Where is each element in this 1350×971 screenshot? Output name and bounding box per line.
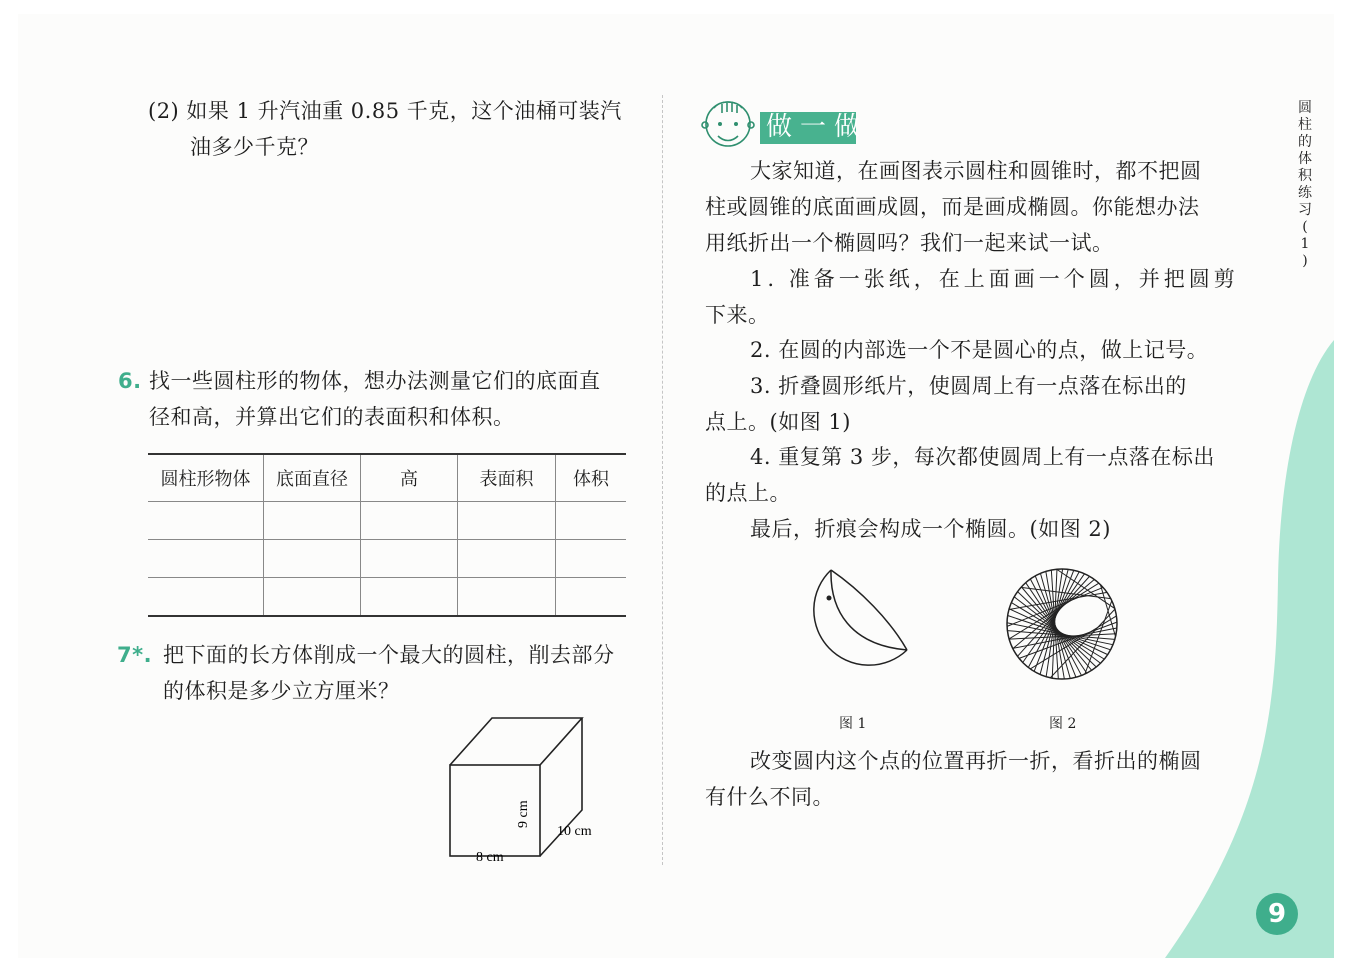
right-line-3: 用纸折出一个椭圆吗？我们一起来试一试。 bbox=[705, 231, 1114, 255]
cuboid-width-label: 8 cm bbox=[476, 850, 504, 865]
chapter-side-label: 圆 柱 的 体 积 练 习 ( 1 ) bbox=[1298, 100, 1312, 269]
figure-1-folded-circle bbox=[790, 565, 915, 680]
table-header-diameter: 底面直径 bbox=[264, 454, 361, 502]
cartoon-face-icon bbox=[700, 98, 760, 150]
right-line-10: 的点上。 bbox=[705, 481, 791, 505]
table-header-surface-area: 表面积 bbox=[458, 454, 556, 502]
figure-1-caption: 图 1 bbox=[839, 716, 867, 732]
table-cell[interactable] bbox=[458, 502, 556, 540]
table-cell[interactable] bbox=[361, 578, 458, 617]
table-cell[interactable] bbox=[148, 578, 264, 617]
cuboid-depth-label: 10 cm bbox=[557, 824, 592, 839]
table-cell[interactable] bbox=[264, 502, 361, 540]
q7-line1: 把下面的长方体削成一个最大的圆柱，削去部分 bbox=[163, 643, 615, 667]
figure-2-caption: 图 2 bbox=[1049, 716, 1077, 732]
table-row bbox=[148, 578, 626, 617]
table-cell[interactable] bbox=[556, 578, 627, 617]
right-line-5: 下来。 bbox=[705, 303, 770, 327]
right-line-4: 1. 准备一张纸，在上面画一个圆，并把圆剪 bbox=[750, 267, 1239, 291]
table-cell[interactable] bbox=[361, 540, 458, 578]
right-line-8: 点上。(如图 1) bbox=[705, 410, 851, 434]
right-line-2: 柱或圆锥的底面画成圆，而是画成椭圆。你能想办法 bbox=[705, 195, 1200, 219]
q7-line2: 的体积是多少立方厘米？ bbox=[163, 679, 400, 703]
closing-line-2: 有什么不同。 bbox=[705, 785, 834, 809]
table-header-height: 高 bbox=[361, 454, 458, 502]
table-cell[interactable] bbox=[264, 540, 361, 578]
right-line-11: 最后，折痕会构成一个椭圆。(如图 2) bbox=[750, 517, 1111, 541]
table-cell[interactable] bbox=[361, 502, 458, 540]
table-cell[interactable] bbox=[556, 502, 627, 540]
table-row bbox=[148, 502, 626, 540]
right-line-1: 大家知道，在画图表示圆柱和圆锥时，都不把圆 bbox=[750, 159, 1202, 183]
q7-number: 7*. bbox=[117, 643, 153, 667]
table-cell[interactable] bbox=[458, 540, 556, 578]
table-cell[interactable] bbox=[556, 540, 627, 578]
q6-line2: 径和高，并算出它们的表面积和体积。 bbox=[149, 405, 515, 429]
table-header-volume: 体积 bbox=[556, 454, 627, 502]
cuboid-height-label: 9 cm bbox=[516, 800, 531, 828]
page-number-badge: 9 bbox=[1256, 893, 1298, 935]
closing-line-1: 改变圆内这个点的位置再折一折，看折出的椭圆 bbox=[750, 749, 1202, 773]
figure-2-fold-lines bbox=[1004, 566, 1120, 682]
section-title: 做一做 bbox=[766, 112, 869, 142]
table-header-object: 圆柱形物体 bbox=[148, 454, 264, 502]
q5-part2-line1: (2) 如果 1 升汽油重 0.85 千克，这个油桶可装汽 bbox=[148, 99, 622, 123]
q6-line1: 找一些圆柱形的物体，想办法测量它们的底面直 bbox=[149, 369, 601, 393]
right-line-7: 3. 折叠圆形纸片，使圆周上有一点落在标出的 bbox=[750, 374, 1187, 398]
table-header-row bbox=[148, 454, 626, 502]
cuboid-figure bbox=[440, 710, 600, 870]
column-divider bbox=[662, 95, 667, 865]
table-cell[interactable] bbox=[148, 502, 264, 540]
right-line-9: 4. 重复第 3 步，每次都使圆周上有一点落在标出 bbox=[750, 445, 1215, 469]
table-row bbox=[148, 540, 626, 578]
measurement-table bbox=[148, 453, 626, 617]
q6-number: 6. bbox=[118, 369, 142, 393]
table-cell[interactable] bbox=[264, 578, 361, 617]
q5-part2-line2: 油多少千克？ bbox=[190, 135, 319, 159]
right-line-6: 2. 在圆的内部选一个不是圆心的点，做上记号。 bbox=[750, 338, 1209, 362]
table-cell[interactable] bbox=[458, 578, 556, 617]
table-cell[interactable] bbox=[148, 540, 264, 578]
